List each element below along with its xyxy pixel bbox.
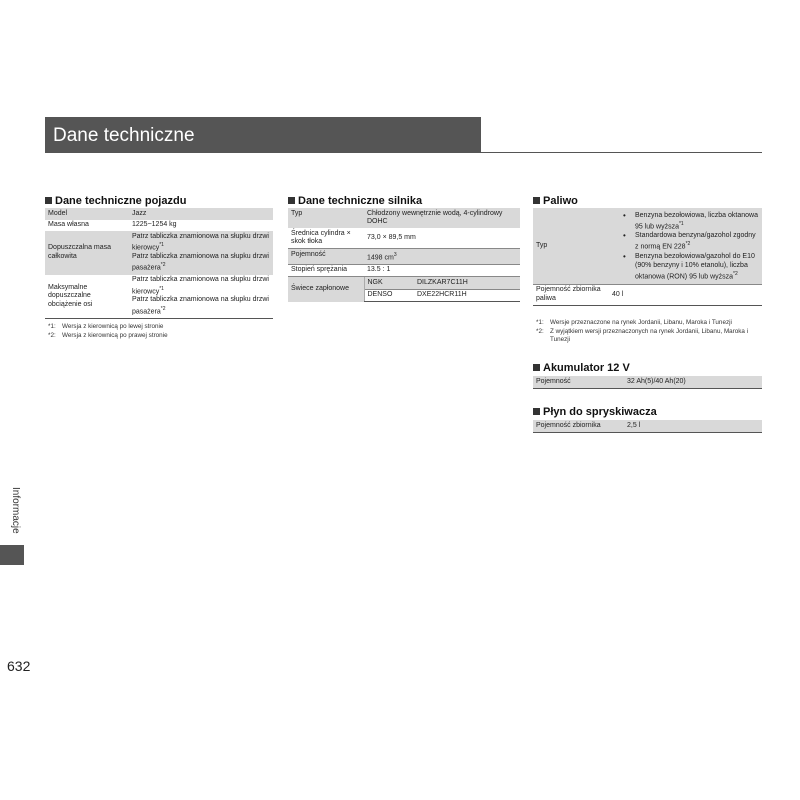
- engine-row-label: Typ: [288, 208, 364, 228]
- engine-plugs-label: Świece zapłonowe: [288, 277, 364, 302]
- washer-section-heading: [533, 406, 657, 419]
- section-square-icon: [533, 408, 540, 415]
- value-line: Patrz tabliczka znamionowa na słupku drzwi pasażera: [132, 296, 269, 316]
- vehicle-spec-table: [45, 208, 273, 319]
- washer-value: 2,5 l: [624, 420, 762, 432]
- footnote-mark: *1:: [48, 323, 56, 330]
- list-item: [631, 211, 759, 231]
- fuel-spec-table: [533, 208, 762, 306]
- plug-brand: NGK: [364, 277, 414, 290]
- footnote-ref: *2: [685, 241, 691, 248]
- vehicle-row-label: Dopuszczalna masa całkowita: [45, 231, 129, 275]
- vehicle-row-label: Maksymalne dopuszczalne obciążenie osi: [45, 275, 129, 319]
- vehicle-header-jazz: Jazz: [129, 208, 273, 220]
- section-square-icon: [533, 197, 540, 204]
- table-row: [288, 208, 520, 228]
- footnote-ref: *2: [733, 270, 738, 277]
- footnote: [536, 319, 762, 328]
- table-row: [533, 284, 762, 305]
- footnote-text: Z wyjątkiem wersji przeznaczonych na rynek Jordanii, Libanu, Maroka i Tunezji: [550, 327, 749, 343]
- fuel-section-heading: [533, 195, 578, 208]
- table-row: [45, 208, 273, 220]
- engine-row-value: Chłodzony wewnętrznie wodą, 4-cylindrowy DOHC: [364, 208, 520, 228]
- section-square-icon: [533, 364, 540, 371]
- section-square-icon: [45, 197, 52, 204]
- footnote-ref: *1: [159, 242, 164, 248]
- title-underline: [45, 152, 762, 153]
- value-line: Patrz tabliczka znamionowa na słupku drzwi kierowcy: [132, 276, 269, 295]
- fuel-item-text: Standardowa benzyna/gazohol zgodny z normą EN 228: [635, 232, 756, 251]
- table-row: [45, 275, 273, 319]
- table-row: [288, 228, 520, 249]
- displacement-value: 1498 cm: [367, 253, 394, 261]
- vehicle-row-value: 1225~1254 kg: [132, 221, 177, 228]
- fuel-type-label: Typ: [533, 208, 609, 284]
- page-title: Dane techniczne: [53, 125, 195, 146]
- engine-section-heading: [288, 195, 422, 208]
- footnote-ref: *1: [159, 285, 164, 292]
- footnote-text: Wersja z kierownicą po lewej stronie: [62, 323, 164, 330]
- engine-row-value: 13.5 : 1: [364, 264, 520, 277]
- vehicle-row-value: [129, 275, 273, 319]
- footnote: [48, 323, 273, 332]
- footnote: [48, 332, 273, 341]
- vehicle-section-heading: [45, 195, 186, 208]
- unit-superscript: 3: [393, 251, 397, 258]
- footnote-text: Wersja z kierownicą po prawej stronie: [62, 331, 168, 339]
- plug-brand: DENSO: [364, 289, 414, 302]
- table-row: [45, 231, 273, 275]
- fuel-tank-label: Pojemność zbiornika paliwa: [533, 284, 609, 305]
- list-item: [631, 231, 759, 251]
- fuel-footnotes: [536, 319, 762, 345]
- washer-heading-text: Płyn do spryskiwacza: [543, 406, 657, 418]
- battery-label: Pojemność: [533, 376, 624, 388]
- vehicle-row-value: [129, 231, 273, 275]
- table-row: [533, 376, 762, 388]
- battery-section-heading: [533, 362, 630, 375]
- footnote-ref: *1: [678, 221, 684, 227]
- title-bar: [45, 117, 481, 153]
- engine-row-label: Średnica cylindra × skok tłoka: [291, 229, 351, 245]
- page-number: 632: [7, 658, 31, 674]
- battery-spec-table: [533, 376, 762, 389]
- fuel-heading-text: Paliwo: [543, 195, 578, 207]
- engine-row-label: Stopień sprężania: [288, 264, 364, 277]
- table-row: [288, 277, 520, 290]
- vehicle-row-label: Masa własna: [48, 221, 89, 228]
- table-row: [533, 420, 762, 432]
- plug-code: DILZKAR7C11H: [414, 277, 520, 290]
- engine-heading-text: Dane techniczne silnika: [298, 195, 423, 207]
- footnote: [536, 328, 762, 345]
- plug-code: DXE22HCR11H: [414, 289, 520, 302]
- fuel-tank-value: 40 l: [609, 284, 762, 305]
- table-row: [288, 264, 520, 277]
- engine-row-label: Pojemność: [288, 249, 364, 265]
- footnote-ref: *2: [160, 305, 166, 312]
- fuel-item-text: Benzyna bezołowiowa, liczba oktanowa 95 lub wyższa: [635, 212, 758, 231]
- engine-spec-table: [288, 208, 520, 302]
- table-row: [288, 249, 520, 265]
- washer-label: Pojemność zbiornika: [533, 420, 624, 432]
- fuel-item-text: Benzyna bezołowiowa/gazohol do E10 (90% benzyny i 10% etanolu), liczba oktanowa (RON) 95 lub wyższa: [635, 252, 755, 280]
- fuel-type-values: [609, 208, 762, 284]
- footnote-mark: *2:: [48, 331, 56, 339]
- table-row: [533, 208, 762, 284]
- engine-row-value: [364, 249, 520, 265]
- footnote-text: Wersje przeznaczone na rynek Jordanii, Libanu, Maroka i Tunezji: [550, 319, 732, 326]
- side-tab-marker: [0, 545, 24, 565]
- fuel-type-list: [621, 211, 759, 281]
- vehicle-header-model: Model: [45, 208, 129, 220]
- footnote-mark: *1:: [536, 319, 544, 326]
- vehicle-heading-text: Dane techniczne pojazdu: [55, 195, 187, 207]
- washer-spec-table: [533, 420, 762, 433]
- battery-heading-text: Akumulator 12 V: [543, 362, 630, 374]
- table-row: [45, 220, 273, 232]
- value-line: Patrz tabliczka znamionowa na słupku drzwi kierowcy: [132, 232, 269, 252]
- list-item: [631, 252, 759, 281]
- battery-value: 32 Ah(5)/40 Ah(20): [624, 376, 762, 388]
- value-line: Patrz tabliczka znamionowa na słupku drzwi pasażera: [132, 252, 269, 272]
- section-square-icon: [288, 197, 295, 204]
- footnote-ref: *2: [160, 262, 166, 269]
- engine-row-value: 73,0 × 89,5 mm: [367, 233, 416, 241]
- footnote-mark: *2:: [536, 327, 544, 335]
- vehicle-footnotes: [48, 323, 273, 340]
- side-section-label: Informacje: [10, 487, 21, 534]
